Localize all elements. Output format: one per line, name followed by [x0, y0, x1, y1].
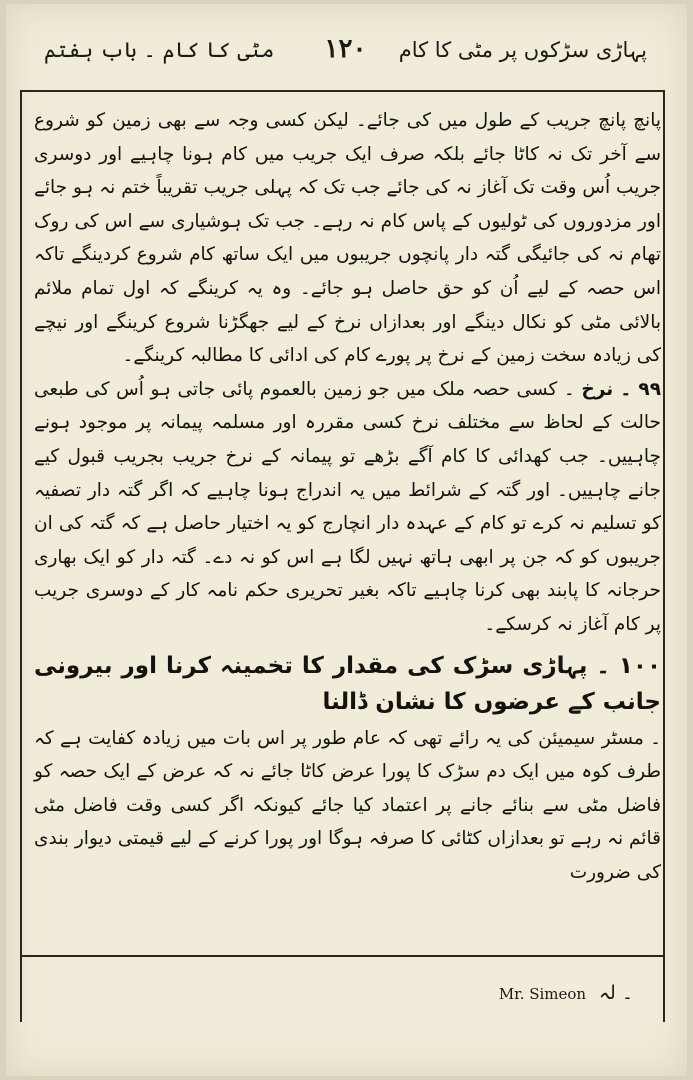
header-chapter-title: مٹی کا کام ۔ باب ہفتم: [44, 38, 275, 62]
footnote-name: Mr. Simeon: [498, 985, 587, 1003]
header-section-title: پہاڑی سڑکوں پر مٹی کا کام: [398, 38, 647, 62]
paragraph-100-heading: ۱۰۰ ۔ پہاڑی سڑک کی مقدار کا تخمینہ کرنا اور بیرونی جانب کے عرضوں کا نشان ڈالنا: [34, 652, 661, 715]
running-header: [44, 34, 647, 78]
paragraph-99-text: ۔ کسی حصہ ملک میں جو زمین بالعموم پائی جاتی ہو اُس کی طبعی حالت کے لحاظ سے مختلف نرخ کسی مقررہ اور مسلمہ پیمانہ پر موجود ہونے چاہییں۔ جب کھدائی کا کام آگے بڑھے تو پیمانہ کے نرخ جریب بجریب قبول کیے جانے چاہییں۔ اور گتہ کے شرائط میں یہ اندراج ہونا چاہیے کہ اگر گتہ دار تصفیہ کو تسلیم نہ کرے تو کام کے عہدہ دار انچارج کو یہ اختیار حاصل ہے کہ گتہ کی ان جریبوں کو کہ جن پر ابھی ہاتھ نہیں لگا ہے اس کو نہ دے۔ گتہ دار کو ایک بھاری حرجانہ کا پابند بھی کرنا چاہیے تاکہ بغیر تحریری حکم نامہ کار کے دوسری جریب پر کام آغاز نہ کرسکے۔: [34, 378, 661, 635]
paragraph-99: [34, 373, 661, 642]
footnote: [499, 982, 633, 1004]
paragraph-99-number: ۹۹ ۔ نرخ: [581, 378, 662, 400]
page-number: ۱۲۰: [324, 34, 367, 64]
paragraph-100-text: ۔ مسٹر سیمیئن کی یہ رائے تھی کہ عام طور پر اس بات میں زیادہ کفایت ہے کہ طرف کوہ میں ایک دم سڑک کا پورا عرض کاٹا جائے نہ کہ عرض کے ایک حصہ کو فاضل مٹی سے بنائے جانے پر اعتماد کیا جائے کیونکہ اگر کسی وقت فاضل مٹی قائم نہ رہے تو بعدازاں کٹائی کا صرفہ ہوگا اور پورا کرنے کے لیے قیمتی دیوار بندی کی ضرورت: [34, 727, 661, 883]
footnote-marker: ۔ لہ: [598, 982, 633, 1004]
footnote-divider: [20, 955, 665, 957]
body-text: [34, 104, 661, 889]
paragraph-continuation: پانچ پانچ جریب کے طول میں کی جائے۔ لیکن کسی وجہ سے بھی زمین کو شروع سے آخر تک نہ کاٹا جائے بلکہ صرف ایک جریب میں کام ہونا چاہیے اور دوسری جریب اُس وقت تک آغاز نہ کی جائے جب تک کہ پہلی جریب تقریباً ختم نہ ہو جائے اور مزدوروں کی ٹولیوں کے پاس کام نہ رہے۔ جب تک ہوشیاری سے اس کی روک تھام نہ کی جائیگی گتہ دار پانچوں جریبوں میں ایک ساتھ کام شروع کردینگے تاکہ اس حصہ کے لیے اُن کو حق حاصل ہو جائے۔ وہ یہ کرینگے کہ اول تمام ملائم بالائی مٹی کو نکال دینگے اور بعدازاں نرخ کے لیے جھگڑنا شروع کرینگے اور نیچے کی زیادہ سخت زمین کے نرخ پر پورے کام کی ادائی کا مطالبہ کرینگے۔: [34, 110, 661, 367]
